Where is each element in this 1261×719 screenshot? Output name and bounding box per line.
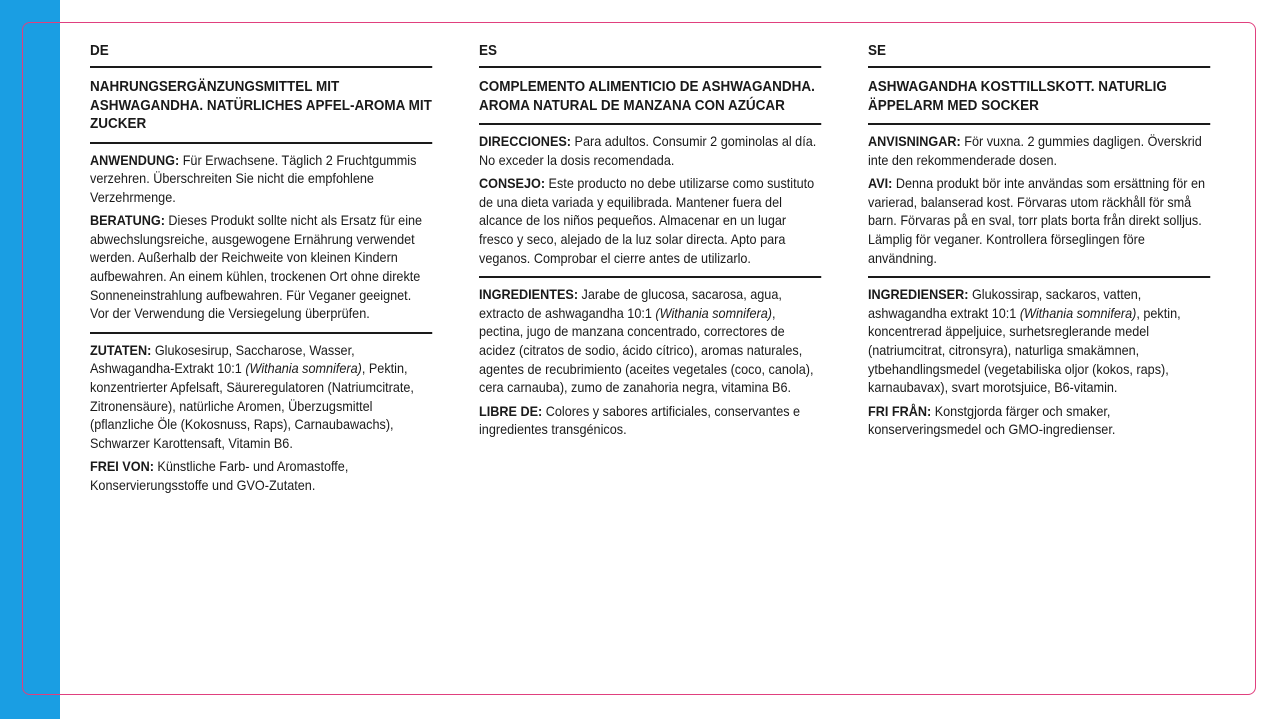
advice-paragraph [868, 175, 1210, 268]
latin-name: (Withania somnifera) [245, 361, 362, 377]
language-code: ES [479, 40, 821, 68]
product-title: COMPLEMENTO ALIMENTICIO DE ASHWAGANDHA. AROMA NATURAL DE MANZANA CON AZÚCAR [479, 68, 821, 125]
ingredients-label: ZUTATEN: [90, 342, 152, 358]
latin-name: (Withania somnifera) [1019, 305, 1137, 321]
usage-section [479, 125, 821, 278]
ingredients-text: Jarabe de glucosa, sacarosa, agua, extracto de ashwagandha 10:1 [479, 287, 782, 321]
usage-text: Para adultos. Consumir 2 gominolas al día. No exceder la dosis recomendada. [479, 134, 817, 168]
ingredients-label: INGREDIENSER: [868, 287, 969, 303]
advice-text: Denna produkt bör inte användas som ersättning för en varierad, balanserad kost. Förvaras utom räckhåll för små barn. Förvaras på en sval, torr plats borta från direkt solljus. Lämplig för veganer. Kontrollera förseglingen före användning. [868, 176, 1206, 266]
column-de [90, 40, 432, 504]
usage-paragraph [479, 133, 821, 170]
language-code: DE [90, 40, 432, 68]
usage-label: ANVISNINGAR: [868, 134, 961, 149]
free-from-paragraph [868, 403, 1210, 440]
column-se [868, 40, 1210, 448]
free-from-label: LIBRE DE: [479, 403, 543, 419]
ingredients-text-cont: , pektin, koncentrerad äppeljuice, surhetsreglerande medel (natriumcitrat, citronsyra), naturliga smakämnen, ytbehandlingsmedel (vegetabiliska oljor (kokos, raps), karnaubavax), svart morotsjuice, B6-vitamin. [868, 305, 1181, 396]
ingredients-paragraph [90, 342, 432, 454]
usage-section [90, 144, 432, 334]
ingredients-paragraph [479, 286, 821, 398]
free-from-label: FRI FRÅN: [868, 403, 932, 419]
advice-paragraph [90, 212, 432, 324]
advice-label: BERATUNG: [90, 213, 165, 229]
ingredients-text-cont: , pectina, jugo de manzana concentrado, correctores de acidez (citratos de sodio, ácido cítrico), aromas naturales, agentes de recubrimiento (aceites vegetales (coco, canola), cera carnauba), zumo de zanahoria negra, vitamina B6. [479, 305, 814, 396]
advice-text: Este producto no debe utilizarse como sustituto de una dieta variada y equilibrada. Mantener fuera del alcance de los niños pequeños. Almacenar en un lugar fresco y seco, alejado de la luz solar directa. Apto para veganos. Comprobar el cierre antes de utilizarlo. [479, 176, 815, 266]
free-from-text: Konstgjorda färger och smaker, konserveringsmedel och GMO-ingredienser. [868, 403, 1116, 438]
column-es [479, 40, 821, 448]
advice-label: AVI: [868, 176, 893, 192]
ingredients-section [90, 334, 432, 504]
advice-paragraph [479, 175, 821, 268]
ingredients-label: INGREDIENTES: [479, 287, 579, 303]
product-title: ASHWAGANDHA KOSTTILLSKOTT. NATURLIG ÄPPELARM MED SOCKER [868, 68, 1210, 125]
advice-label: CONSEJO: [479, 176, 546, 192]
free-from-text: Colores y sabores artificiales, conservantes e ingredientes transgénicos. [479, 403, 801, 438]
usage-label: DIRECCIONES: [479, 134, 572, 149]
ingredients-section [479, 278, 821, 448]
ingredients-text: Glukossirap, sackaros, vatten, ashwagandha extrakt 10:1 [868, 287, 1142, 321]
free-from-paragraph [90, 458, 432, 495]
usage-label: ANWENDUNG: [90, 152, 180, 168]
usage-section [868, 125, 1210, 278]
usage-paragraph [868, 133, 1210, 170]
free-from-paragraph [479, 403, 821, 440]
usage-text: För vuxna. 2 gummies dagligen. Överskrid inte den rekommenderade dosen. [868, 134, 1202, 168]
free-from-label: FREI VON: [90, 459, 154, 475]
product-title: NAHRUNGSERGÄNZUNGSMITTEL MIT ASHWAGANDHA. NATÜRLICHES APFEL-AROMA MIT ZUCKER [90, 68, 432, 144]
usage-paragraph [90, 152, 432, 208]
ingredients-text: Glukosesirup, Saccharose, Wasser, Ashwagandha-Extrakt 10:1 [90, 342, 355, 377]
advice-text: Dieses Produkt sollte nicht als Ersatz für eine abwechslungsreiche, ausgewogene Ernährung verwendet werden. Außerhalb der Reichweite von kleinen Kindern aufbewahren. An einem kühlen, trockenen Ort ohne direkte Sonneneinstrahlung aufbewahren. Für Veganer geeignet. Vor der Verwendung die Versiegelung überprüfen. [90, 213, 423, 322]
latin-name: (Withania somnifera) [655, 305, 772, 321]
ingredients-section [868, 278, 1210, 448]
ingredients-text-cont: , Pektin, konzentrierter Apfelsaft, Säureregulatoren (Natriumcitrate, Zitronensäure), natürliche Aromen, Überzugsmittel (pflanzliche Öle (Kokosnuss, Raps), Carnaubawachs), Schwarzer Karottensaft, Vitamin B6. [90, 361, 414, 451]
language-code: SE [868, 40, 1210, 68]
usage-text: Für Erwachsene. Täglich 2 Fruchtgummis verzehren. Überschreiten Sie nicht die empfohlene Verzehrmenge. [90, 152, 417, 205]
free-from-text: Künstliche Farb- und Aromastoffe, Konservierungsstoffe und GVO-Zutaten. [90, 459, 349, 493]
ingredients-paragraph [868, 286, 1210, 398]
